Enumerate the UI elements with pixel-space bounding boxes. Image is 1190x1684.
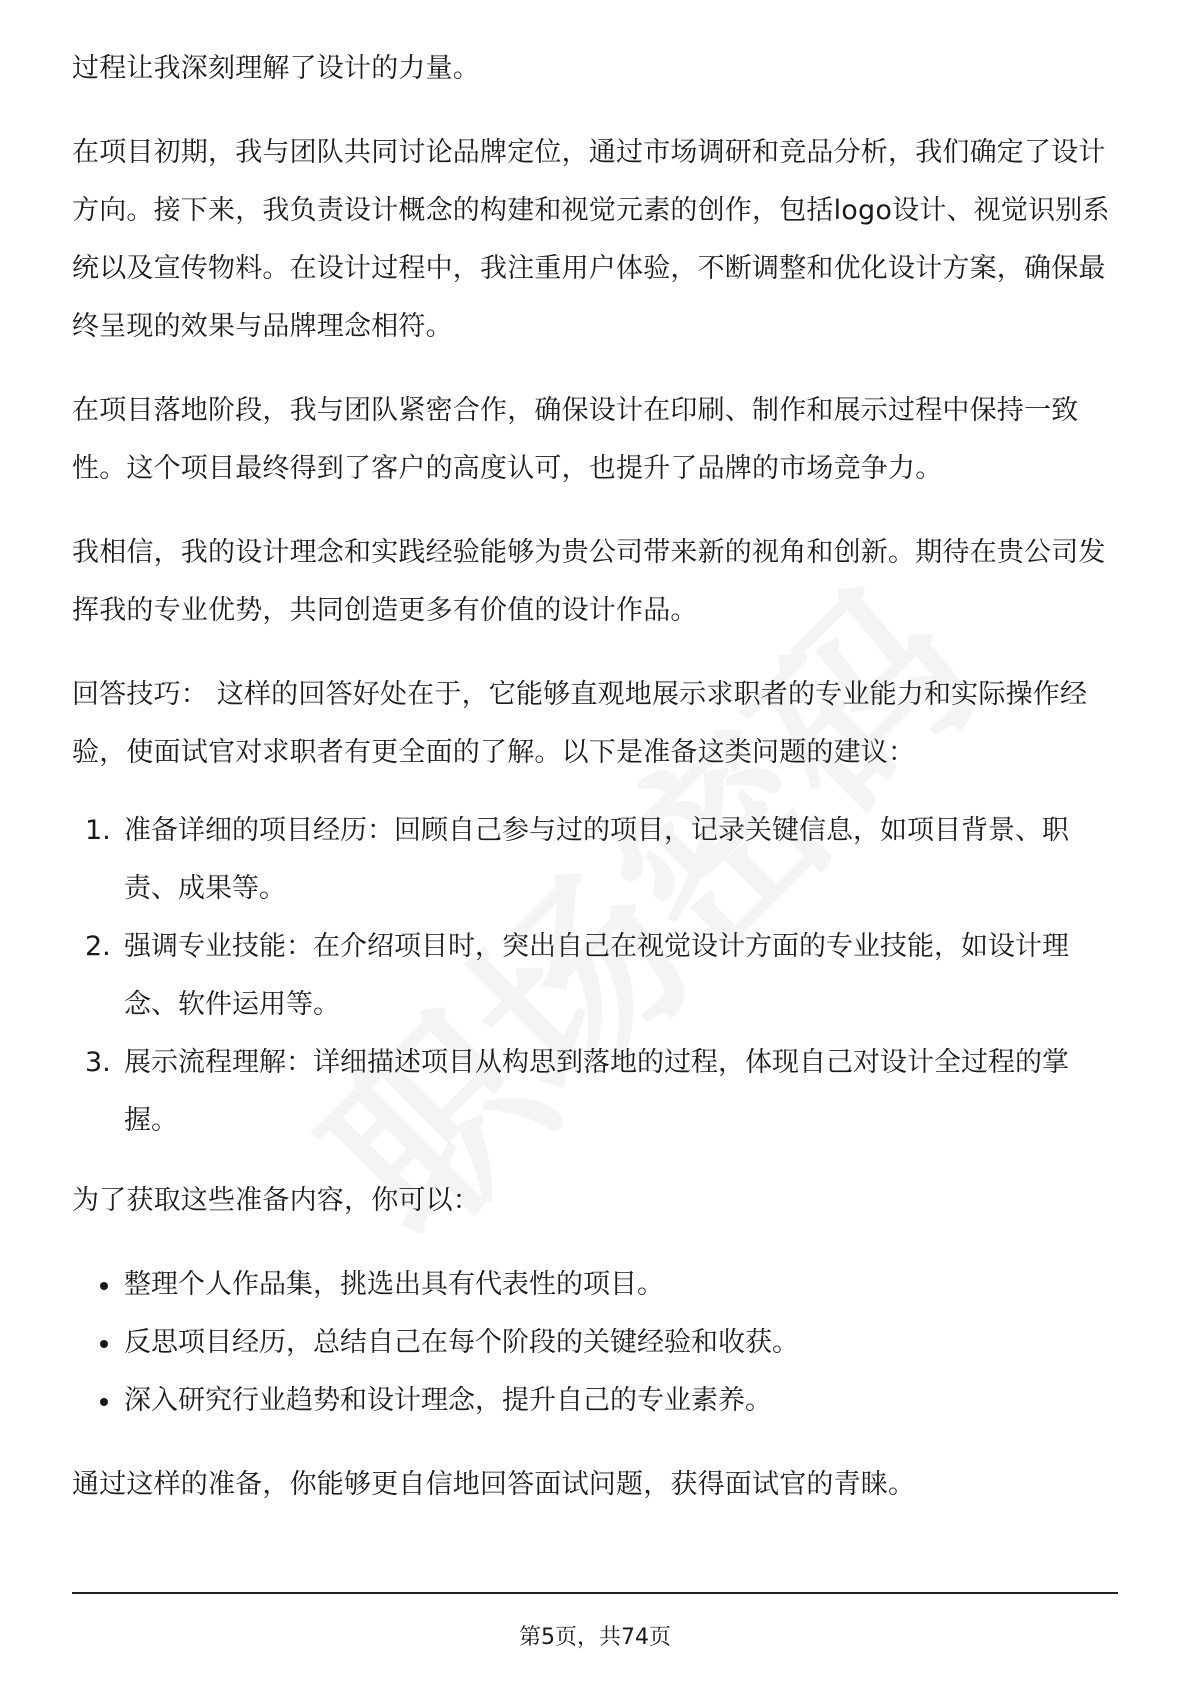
paragraph: 回答技巧： 这样的回答好处在于，它能够直观地展示求职者的专业能力和实际操作经验，使面试官对求职者有更全面的了解。以下是准备这类问题的建议：: [72, 679, 1088, 768]
list-item-text: 深入研究行业趋势和设计理念，提升自己的专业素养。: [124, 1385, 772, 1416]
list-item-text: 展示流程理解：详细描述项目从构思到落地的过程，体现自己对设计全过程的掌握。: [124, 1047, 1069, 1136]
list-number: 1.: [85, 815, 111, 846]
paragraph: 为了获取这些准备内容，你可以：: [72, 1185, 480, 1216]
list-item: [72, 1034, 1118, 1150]
footer-divider: [72, 1592, 1118, 1594]
bullet-icon: [100, 1282, 108, 1290]
list-item: [72, 1372, 1118, 1430]
list-item-text: 强调专业技能：在介绍项目时，突出自己在视觉设计方面的专业技能，如设计理念、软件运用等。: [124, 931, 1069, 1020]
list-number: 2.: [85, 931, 111, 962]
bullet-list: [72, 1256, 1118, 1430]
paragraph: 在项目落地阶段，我与团队紧密合作，确保设计在印刷、制作和展示过程中保持一致性。这个项目最终得到了客户的高度认可，也提升了品牌的市场竞争力。: [72, 395, 1079, 484]
list-item-text: 准备详细的项目经历：回顾自己参与过的项目，记录关键信息，如项目背景、职责、成果等。: [124, 815, 1069, 904]
paragraph: 在项目初期，我与团队共同讨论品牌定位，通过市场调研和竞品分析，我们确定了设计方向。接下来，我负责设计概念的构建和视觉元素的创作，包括logo设计、视觉识别系统以及宣传物料。在设计过程中，我注重用户体验，不断调整和优化设计方案，确保最终呈现的效果与品牌理念相符。: [72, 137, 1110, 342]
list-item: [72, 802, 1118, 918]
list-item: [72, 918, 1118, 1034]
list-item: [72, 1314, 1118, 1372]
list-item: [72, 1256, 1118, 1314]
bullet-icon: [100, 1398, 108, 1406]
list-item-text: 反思项目经历，总结自己在每个阶段的关键经验和收获。: [124, 1327, 799, 1358]
list-number: 3.: [85, 1047, 111, 1078]
paragraph: 我相信，我的设计理念和实践经验能够为贵公司带来新的视角和创新。期待在贵公司发挥我的专业优势，共同创造更多有价值的设计作品。: [72, 537, 1106, 626]
paragraph: 过程让我深刻理解了设计的力量。: [72, 53, 480, 84]
list-item-text: 整理个人作品集，挑选出具有代表性的项目。: [124, 1269, 664, 1300]
bullet-icon: [100, 1340, 108, 1348]
document-body: [72, 40, 1118, 1514]
page-number: 第5页，共74页: [519, 1625, 671, 1650]
paragraph: 通过这样的准备，你能够更自信地回答面试问题，获得面试官的青睐。: [72, 1469, 916, 1500]
numbered-list: [72, 802, 1118, 1150]
